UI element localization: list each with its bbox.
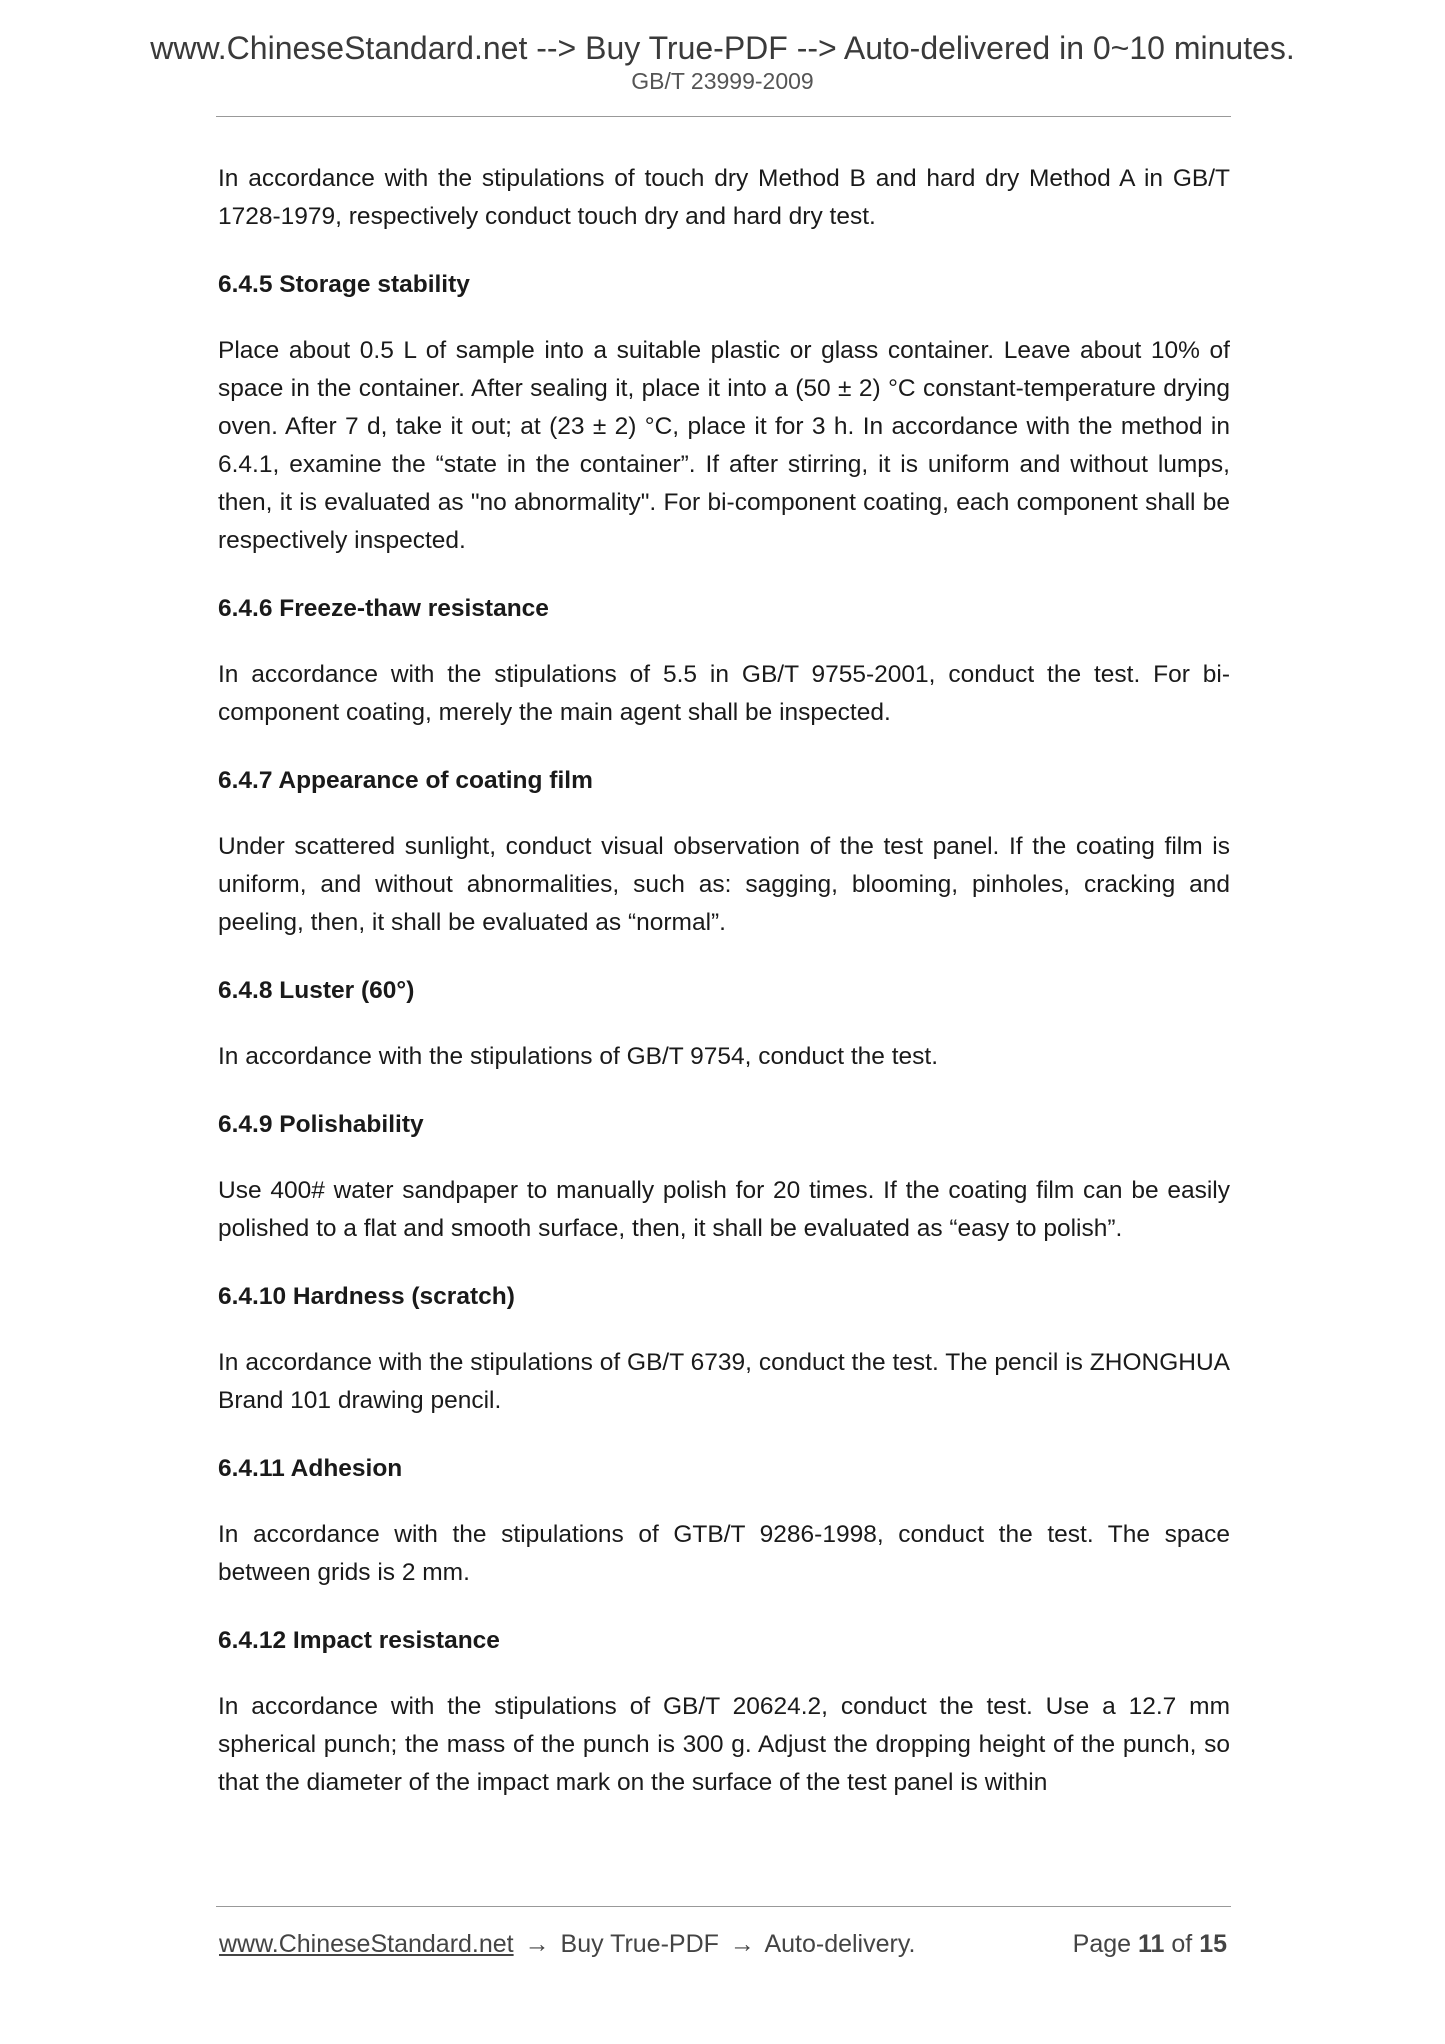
page-number: 11 xyxy=(1137,1930,1165,1958)
site-banner: www.ChineseStandard.net --> Buy True-PDF --> Auto-delivered in 0~10 minutes. xyxy=(150,30,1295,66)
section-text-6-4-5: Place about 0.5 L of sample into a suitable plastic or glass container. Leave about 10% of space in the container. After sealing it, place it into a (50 ± 2) °C constant-temperature drying oven. After 7 d, take it out; at (23 ± 2) °C, place it for 3 h. In accordance with the method in 6.4.1, examine the “state in the container”. If after stirring, it is uniform and without lumps, then, it is evaluated as "no abnormality". For bi-component coating, each component shall be respectively inspected. xyxy=(218,337,1230,554)
section-text-6-4-11: In accordance with the stipulations of GTB/T 9286-1998, conduct the test. The space between grids is 2 mm. xyxy=(218,1521,1230,1586)
section-heading-6-4-7: 6.4.7 Appearance of coating film xyxy=(218,767,593,794)
section-heading-6-4-5: 6.4.5 Storage stability xyxy=(218,271,470,298)
section-heading-6-4-10: 6.4.10 Hardness (scratch) xyxy=(218,1283,515,1310)
section-heading-6-4-6: 6.4.6 Freeze-thaw resistance xyxy=(218,595,549,622)
section-text-6-4-12: In accordance with the stipulations of GB/T 20624.2, conduct the test. Use a 12.7 mm spherical punch; the mass of the punch is 300 g. Adjust the dropping height of the punch, so that the diameter of the impact mark on the surface of the test panel is within xyxy=(218,1693,1230,1796)
footer-site-link[interactable]: www.ChineseStandard.net xyxy=(219,1930,514,1958)
page-indicator xyxy=(1073,1928,1227,1960)
section-text-6-4-8: In accordance with the stipulations of GB/T 9754, conduct the test. xyxy=(218,1043,938,1070)
footer-delivery-text: Auto-delivery. xyxy=(764,1930,916,1958)
page-word: Page xyxy=(1072,1930,1132,1958)
arrow-right-icon: → xyxy=(524,1930,550,1958)
section-heading-6-4-9: 6.4.9 Polishability xyxy=(218,1111,424,1138)
section-text-6-4-9: Use 400# water sandpaper to manually polish for 20 times. If the coating film can be easily polished to a flat and smooth surface, then, it shall be evaluated as “easy to polish”. xyxy=(218,1177,1230,1242)
arrow-right-icon: → xyxy=(729,1930,755,1958)
header-divider xyxy=(216,116,1231,117)
footer-divider xyxy=(216,1906,1231,1907)
footer-buy-text: Buy True-PDF xyxy=(560,1930,719,1958)
section-heading-6-4-11: 6.4.11 Adhesion xyxy=(218,1455,403,1482)
footer-promo xyxy=(219,1928,915,1960)
section-heading-6-4-12: 6.4.12 Impact resistance xyxy=(218,1627,500,1654)
standard-code: GB/T 23999-2009 xyxy=(631,68,814,94)
section-text-6-4-10: In accordance with the stipulations of GB/T 6739, conduct the test. The pencil is ZHONGHUA Brand 101 drawing pencil. xyxy=(218,1349,1230,1414)
page-total: 15 xyxy=(1199,1930,1227,1958)
of-word: of xyxy=(1171,1930,1193,1958)
section-text-6-4-6: In accordance with the stipulations of 5.5 in GB/T 9755-2001, conduct the test. For bi-component coating, merely the main agent shall be inspected. xyxy=(218,661,1230,726)
section-text-6-4-7: Under scattered sunlight, conduct visual observation of the test panel. If the coating film is uniform, and without abnormalities, such as: sagging, blooming, pinholes, cracking and peeling, then, it shall be evaluated as “normal”. xyxy=(218,833,1230,936)
document-body xyxy=(218,160,1230,1832)
intro-paragraph: In accordance with the stipulations of touch dry Method B and hard dry Method A in GB/T 1728-1979, respectively conduct touch dry and hard dry test. xyxy=(218,165,1230,230)
section-heading-6-4-8: 6.4.8 Luster (60°) xyxy=(218,977,415,1004)
